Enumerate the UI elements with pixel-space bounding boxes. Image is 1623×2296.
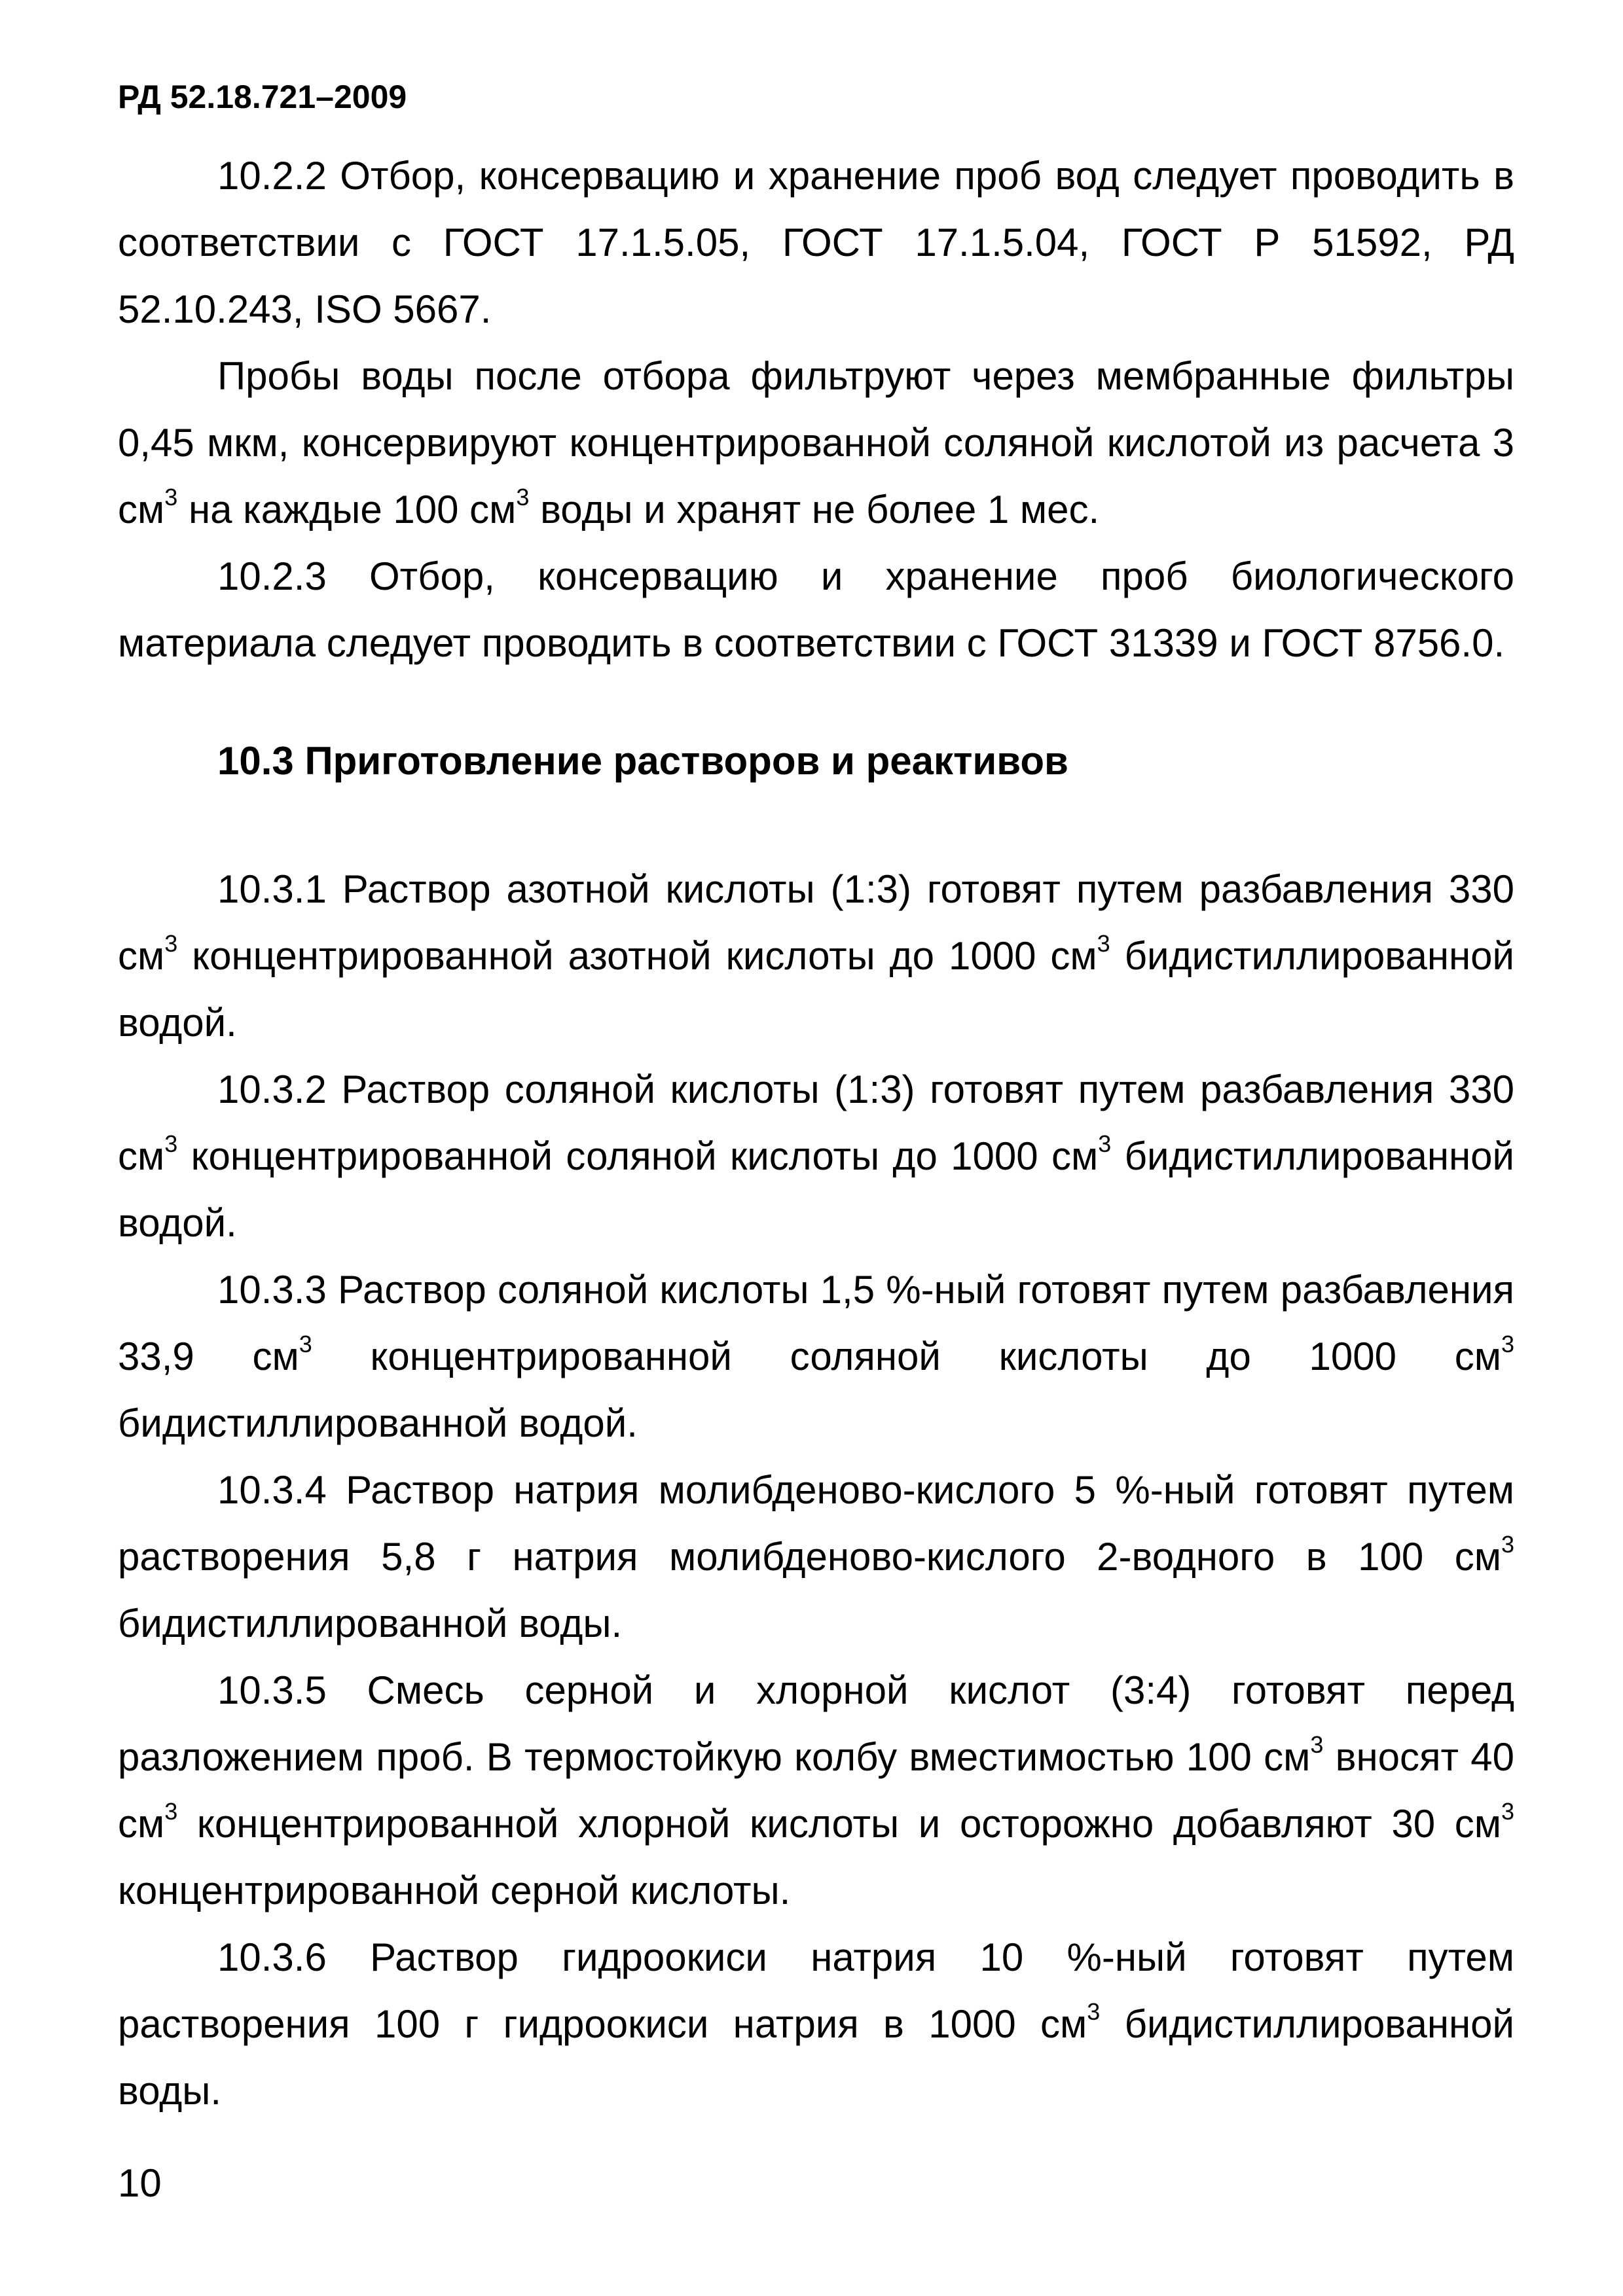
paragraph-text: концентрированной хлорной кислоты и осторожно добавляют 30 см — [177, 1802, 1501, 1846]
document-code-header: РД 52.18.721–2009 — [118, 79, 407, 115]
superscript-3: 3 — [164, 484, 178, 511]
paragraph-text: вносят 40 см — [118, 1735, 1514, 1846]
paragraph-text: 10.3.2 Раствор соляной кислоты (1:3) готовят путем разбавления 330 см — [118, 1067, 1514, 1178]
paragraph-text: концентрированной соляной кислоты до 1000 см — [177, 1134, 1099, 1178]
paragraph-text: бидистиллированной водой. — [118, 1134, 1514, 1245]
paragraph-text: 10.3.3 Раствор соляной кислоты 1,5 %-ный готовят путем разбавления 33,9 см — [118, 1268, 1514, 1378]
superscript-3: 3 — [164, 1798, 178, 1825]
superscript-3: 3 — [1310, 1731, 1324, 1758]
paragraph-10-3-1 — [118, 856, 1514, 1056]
paragraph-text: 10.3.1 Раствор азотной кислоты (1:3) готовят путем разбавления 330 см — [118, 867, 1514, 978]
superscript-3: 3 — [1098, 1130, 1112, 1157]
paragraph-10-3-3 — [118, 1257, 1514, 1457]
paragraph-text: бидистиллированной воды. — [118, 1602, 623, 1645]
paragraph-text: на каждые 100 см — [177, 488, 517, 531]
paragraph-text: концентрированной азотной кислоты до 1000 см — [177, 934, 1097, 978]
paragraph-10-2-2 — [118, 143, 1514, 343]
superscript-3: 3 — [164, 930, 178, 957]
superscript-3: 3 — [299, 1331, 312, 1357]
paragraph-text: 10.2.3 Отбор, консервацию и хранение проб биологического материала следует проводить в соответствии с ГОСТ 31339 и ГОСТ 8756.0. — [118, 554, 1514, 665]
paragraph-water-filtering — [118, 343, 1514, 543]
section-heading-10-3: 10.3 Приготовление растворов и реактивов — [217, 739, 1068, 783]
superscript-3: 3 — [1087, 1998, 1101, 2025]
paragraph-10-3-6 — [118, 1924, 1514, 2125]
paragraph-text: бидистиллированной водой. — [118, 1401, 638, 1445]
page-number: 10 — [118, 2161, 162, 2205]
paragraph-10-3-4 — [118, 1457, 1514, 1657]
superscript-3: 3 — [1097, 930, 1110, 957]
paragraph-text: бидистиллированной водой. — [118, 934, 1515, 1045]
document-body — [118, 143, 1514, 2125]
superscript-3: 3 — [1501, 1331, 1514, 1357]
paragraph-text: 10.3.6 Раствор гидроокиси натрия 10 %-ный готовят путем растворения 100 г гидроокиси натрия в 1000 см — [118, 1935, 1514, 2046]
paragraph-text: 10.3.5 Смесь серной и хлорной кислот (3:4) готовят перед разложением проб. В термостойкую колбу вместимостью 100 см — [118, 1668, 1514, 1779]
superscript-3: 3 — [164, 1130, 178, 1157]
paragraph-text: концентрированной серной кислоты. — [118, 1869, 791, 1912]
paragraph-text: 10.3.4 Раствор натрия молибденово-кислого 5 %-ный готовят путем растворения 5,8 г натрия молибденово-кислого 2-водного в 100 см — [118, 1468, 1514, 1579]
paragraph-10-3-5 — [118, 1657, 1514, 1924]
superscript-3: 3 — [516, 484, 530, 511]
superscript-3: 3 — [1501, 1531, 1514, 1558]
paragraph-text: Пробы воды после отбора фильтруют через мембранные фильтры 0,45 мкм, консервируют концентрированной соляной кислотой из расчета 3 см — [118, 354, 1514, 531]
paragraph-10-2-3 — [118, 543, 1514, 677]
paragraph-text: концентрированной соляной кислоты до 1000 см — [312, 1335, 1501, 1378]
paragraph-10-3-2 — [118, 1056, 1514, 1257]
superscript-3: 3 — [1501, 1798, 1514, 1825]
paragraph-text: 10.2.2 Отбор, консервацию и хранение проб вод следует проводить в соответствии с ГОСТ 17.1.5.05, ГОСТ 17.1.5.04, ГОСТ Р 51592, РД 52.10.243, ISO 5667. — [118, 154, 1514, 331]
paragraph-text: воды и хранят не более 1 мес. — [529, 488, 1100, 531]
paragraph-text: бидистиллированной воды. — [118, 2002, 1514, 2113]
